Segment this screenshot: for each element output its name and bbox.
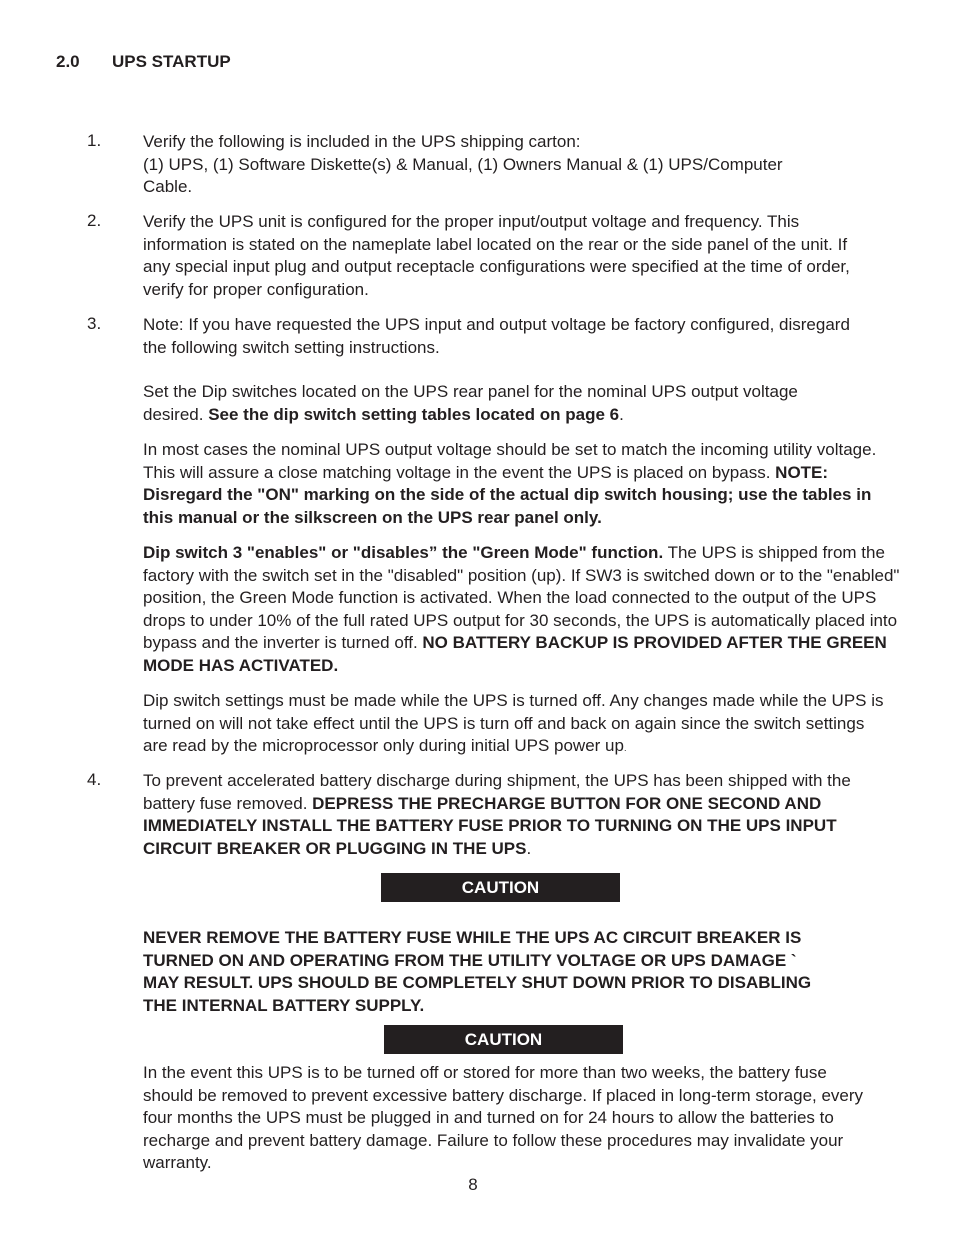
- item-number-3: 3.: [87, 314, 102, 333]
- section-number: 2.0: [56, 52, 80, 71]
- dip-ref-end: .: [619, 404, 624, 424]
- page-number: 8: [468, 1175, 478, 1194]
- nominal-note: NOTE: Disregard the "ON" marking on the side of the actual dip switch housing; use the tables in this manual or the silkscreen on the UPS rear panel only.: [143, 462, 872, 527]
- nominal-text: In most cases the nominal UPS output voltage should be set to match the incoming utility voltage. This will assure a close matching voltage in the event the UPS is placed on bypass.: [143, 440, 877, 482]
- caution-line: MAY RESULT. UPS SHOULD BE COMPLETELY SHUT DOWN PRIOR TO DISABLING: [143, 973, 812, 992]
- item-number-4: 4.: [87, 770, 102, 789]
- dip-settings-end: .: [623, 743, 627, 753]
- caution-text: [143, 927, 903, 1017]
- storage-paragraph: In the event this UPS is to be turned off or stored for more than two weeks, the battery fuse should be removed to prevent excessive battery discharge. If placed in long-term storage, every four months the UPS must be plugged in and turned on for 24 hours to allow the batteries to recharge and prevent battery damage. Failure to follow these procedures may invalidate your warranty.: [143, 1063, 864, 1172]
- dip-intro: Set the Dip switches located on the UPS rear panel for the nominal UPS output voltage desired.: [143, 382, 798, 424]
- green-mode-text: The UPS is shipped from the factory with the switch set in the "disabled" position (up). If SW3 is switched down or to the "enabled" position, the Green Mode function is activated. When the load connected to the output of the UPS drops to under 10% of the full rated UPS output for 30 seconds, the UPS is automatically placed into bypass and the inverter is turned off.: [143, 543, 900, 652]
- caution-line: THE INTERNAL BATTERY SUPPLY.: [143, 995, 425, 1015]
- item-2-text: Verify the UPS unit is configured for the proper input/output voltage and frequency. This information is stated on the nameplate label located on the rear or the side panel of the unit. If any special input plug and output receptacle configurations were specified at the time of order, verify for proper configuration.: [143, 212, 850, 299]
- item-3-note: Note: If you have requested the UPS input and output voltage be factory configured, disregard the following switch setting instructions.: [143, 315, 850, 357]
- dip-settings-paragraph: [143, 690, 888, 760]
- dip-settings-text: Dip switch settings must be made while the UPS is turned off. Any changes made while the UPS is turned on will not take effect until the UPS is turn off and back on again since the switch settings are read by the microprocessor only during initial UPS power up: [143, 691, 884, 755]
- caution-line: NEVER REMOVE THE BATTERY FUSE WHILE THE UPS AC CIRCUIT BREAKER IS: [143, 928, 802, 947]
- caution-banner: CAUTION: [384, 1025, 623, 1054]
- caution-banner: CAUTION: [381, 873, 620, 902]
- dip-table-reference: See the dip switch setting tables located on page 6: [208, 404, 620, 424]
- nominal-voltage-paragraph: [143, 439, 898, 529]
- item-4-end: .: [526, 838, 532, 858]
- green-mode-title: Dip switch 3 "enables" or "disables” the "Green Mode" function.: [143, 543, 664, 562]
- item-number-2: 2.: [87, 211, 102, 230]
- item-4-plain: To prevent accelerated battery discharge during shipment, the UPS has been shipped with the battery fuse removed.: [143, 771, 851, 813]
- item-4-bold: DEPRESS THE PRECHARGE BUTTON FOR ONE SECOND AND IMMEDIATELY INSTALL THE BATTERY FUSE PRIOR TO TURNING ON THE UPS INPUT CIRCUIT BREAKER OR PLUGGING IN THE UPS: [143, 793, 837, 858]
- item-1-text: [143, 131, 903, 199]
- section-title: UPS STARTUP: [112, 52, 231, 71]
- caution-line: TURNED ON AND OPERATING FROM THE UTILITY VOLTAGE OR UPS DAMAGE `: [143, 950, 797, 970]
- item-4-text: [143, 770, 903, 860]
- dip-switch-instructions: [143, 381, 813, 426]
- item-1-line: Verify the following is included in the UPS shipping carton:: [143, 132, 581, 151]
- item-1-line: Cable.: [143, 177, 193, 196]
- green-mode-paragraph: [143, 542, 903, 677]
- item-1-line: (1) UPS, (1) Software Diskette(s) & Manual, (1) Owners Manual & (1) UPS/Computer: [143, 154, 783, 174]
- green-mode-warning: NO BATTERY BACKUP IS PROVIDED AFTER THE GREEN MODE HAS ACTIVATED.: [143, 633, 887, 675]
- item-number-1: 1.: [87, 131, 102, 150]
